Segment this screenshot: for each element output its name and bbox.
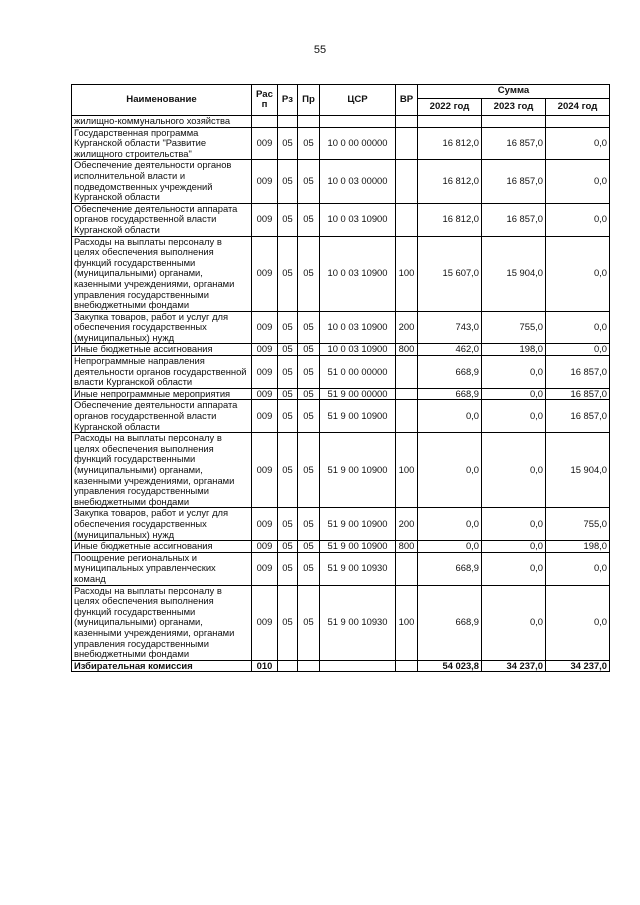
row-pr: [298, 116, 320, 128]
row-2024: 755,0: [546, 508, 610, 541]
row-rz: 05: [278, 311, 298, 344]
row-vr: 800: [396, 344, 418, 356]
row-csr: 10 0 03 10900: [320, 311, 396, 344]
row-2023: [482, 116, 546, 128]
row-vr: 100: [396, 433, 418, 508]
row-2023: 755,0: [482, 311, 546, 344]
row-2023: 16 857,0: [482, 127, 546, 160]
table-row: [72, 356, 610, 389]
row-csr: [320, 660, 396, 672]
row-rz: 05: [278, 552, 298, 585]
row-2023: 0,0: [482, 400, 546, 433]
row-2022: 0,0: [418, 400, 482, 433]
row-name: Государственная программа Курганской области "Развитие жилищного строительства": [72, 127, 252, 160]
header-vr: ВР: [396, 85, 418, 116]
row-2024: 15 904,0: [546, 433, 610, 508]
row-vr: 200: [396, 508, 418, 541]
row-rasp: 009: [252, 344, 278, 356]
row-rasp: 009: [252, 400, 278, 433]
table-row: [72, 311, 610, 344]
row-2024: [546, 116, 610, 128]
row-vr: [396, 356, 418, 389]
table-row: [72, 508, 610, 541]
row-pr: 05: [298, 388, 320, 400]
row-pr: 05: [298, 203, 320, 236]
row-2023: 0,0: [482, 552, 546, 585]
row-2024: 34 237,0: [546, 660, 610, 672]
row-rasp: 009: [252, 160, 278, 203]
row-2023: 0,0: [482, 508, 546, 541]
row-2022: [418, 116, 482, 128]
total-row: [72, 660, 610, 672]
row-2022: 16 812,0: [418, 203, 482, 236]
row-pr: 05: [298, 344, 320, 356]
row-name: Непрограммные направления деятельности органов государственной власти Курганской области: [72, 356, 252, 389]
row-2022: 743,0: [418, 311, 482, 344]
table-row: [72, 552, 610, 585]
header-2023: 2023 год: [482, 99, 546, 116]
row-pr: [298, 660, 320, 672]
row-pr: 05: [298, 236, 320, 311]
row-csr: 10 0 03 10900: [320, 344, 396, 356]
row-2023: 16 857,0: [482, 203, 546, 236]
row-csr: 51 9 00 10930: [320, 552, 396, 585]
row-2023: 34 237,0: [482, 660, 546, 672]
row-csr: 10 0 03 10900: [320, 203, 396, 236]
row-name: Расходы на выплаты персоналу в целях обеспечения выполнения функций государственными (муниципальными) органами, казенными учреждениями, органами управления государственными внебюджетными фондами: [72, 236, 252, 311]
row-csr: 51 9 00 10900: [320, 400, 396, 433]
row-name: Иные бюджетные ассигнования: [72, 344, 252, 356]
row-rz: 05: [278, 203, 298, 236]
row-name: Расходы на выплаты персоналу в целях обеспечения выполнения функций государственными (муниципальными) органами, казенными учреждениями, органами управления государственными внебюджетными фондами: [72, 585, 252, 660]
row-rz: 05: [278, 160, 298, 203]
row-2023: 15 904,0: [482, 236, 546, 311]
row-vr: 100: [396, 585, 418, 660]
row-2022: 16 812,0: [418, 160, 482, 203]
row-2022: 16 812,0: [418, 127, 482, 160]
row-pr: 05: [298, 400, 320, 433]
row-2023: 198,0: [482, 344, 546, 356]
row-rz: 05: [278, 400, 298, 433]
row-2024: 16 857,0: [546, 356, 610, 389]
row-2022: 668,9: [418, 356, 482, 389]
row-2024: 0,0: [546, 344, 610, 356]
row-2024: 16 857,0: [546, 400, 610, 433]
row-rasp: 009: [252, 236, 278, 311]
row-rz: [278, 116, 298, 128]
row-name: Поощрение региональных и муниципальных управленческих команд: [72, 552, 252, 585]
row-2024: 0,0: [546, 160, 610, 203]
row-pr: 05: [298, 541, 320, 553]
row-name: Иные бюджетные ассигнования: [72, 541, 252, 553]
row-rasp: 009: [252, 541, 278, 553]
table-row: [72, 160, 610, 203]
row-name: Обеспечение деятельности органов исполнительной власти и подведомственных учреждений Курганской области: [72, 160, 252, 203]
row-vr: 200: [396, 311, 418, 344]
row-pr: 05: [298, 433, 320, 508]
row-name: Закупка товаров, работ и услуг для обеспечения государственных (муниципальных) нужд: [72, 508, 252, 541]
row-vr: [396, 660, 418, 672]
row-rz: 05: [278, 585, 298, 660]
row-rz: 05: [278, 541, 298, 553]
header-sum: Сумма: [418, 85, 610, 99]
budget-table: [71, 84, 610, 672]
row-vr: [396, 116, 418, 128]
row-rasp: 009: [252, 127, 278, 160]
row-2022: 15 607,0: [418, 236, 482, 311]
row-rasp: 009: [252, 203, 278, 236]
row-2024: 0,0: [546, 127, 610, 160]
table-row: [72, 585, 610, 660]
header-name: Наименование: [72, 85, 252, 116]
row-rasp: 010: [252, 660, 278, 672]
row-rasp: 009: [252, 433, 278, 508]
row-pr: 05: [298, 311, 320, 344]
row-2024: 0,0: [546, 311, 610, 344]
row-2022: 668,9: [418, 552, 482, 585]
row-2022: 462,0: [418, 344, 482, 356]
row-csr: 51 9 00 10930: [320, 585, 396, 660]
row-2022: 0,0: [418, 508, 482, 541]
row-rz: 05: [278, 127, 298, 160]
row-pr: 05: [298, 508, 320, 541]
row-2024: 0,0: [546, 203, 610, 236]
row-vr: [396, 400, 418, 433]
row-name: жилищно-коммунального хозяйства: [72, 116, 252, 128]
row-rz: 05: [278, 433, 298, 508]
table-row: [72, 433, 610, 508]
header-row: [72, 85, 610, 99]
row-pr: 05: [298, 160, 320, 203]
row-vr: 800: [396, 541, 418, 553]
table-row: [72, 127, 610, 160]
row-csr: 10 0 00 00000: [320, 127, 396, 160]
row-pr: 05: [298, 127, 320, 160]
row-pr: 05: [298, 585, 320, 660]
table-row: [72, 388, 610, 400]
row-2023: 0,0: [482, 585, 546, 660]
header-pr: Пр: [298, 85, 320, 116]
header-2024: 2024 год: [546, 99, 610, 116]
row-2022: 668,9: [418, 388, 482, 400]
row-2023: 0,0: [482, 388, 546, 400]
row-csr: 51 9 00 00000: [320, 388, 396, 400]
table-row: [72, 541, 610, 553]
row-rasp: 009: [252, 356, 278, 389]
row-name: Обеспечение деятельности аппарата органов государственной власти Курганской области: [72, 400, 252, 433]
row-rz: 05: [278, 236, 298, 311]
header-csr: ЦСР: [320, 85, 396, 116]
row-rz: 05: [278, 508, 298, 541]
row-rz: 05: [278, 356, 298, 389]
header-rz: Рз: [278, 85, 298, 116]
row-2022: 54 023,8: [418, 660, 482, 672]
page-number: 55: [313, 44, 327, 56]
row-vr: [396, 203, 418, 236]
row-vr: [396, 160, 418, 203]
row-pr: 05: [298, 552, 320, 585]
row-vr: [396, 552, 418, 585]
row-csr: 51 9 00 10900: [320, 508, 396, 541]
row-2023: 0,0: [482, 356, 546, 389]
row-2024: 198,0: [546, 541, 610, 553]
row-rasp: 009: [252, 508, 278, 541]
row-2023: 0,0: [482, 433, 546, 508]
row-rasp: [252, 116, 278, 128]
row-rasp: 009: [252, 311, 278, 344]
row-rasp: 009: [252, 552, 278, 585]
table-row: [72, 400, 610, 433]
row-name: Закупка товаров, работ и услуг для обеспечения государственных (муниципальных) нужд: [72, 311, 252, 344]
row-rz: [278, 660, 298, 672]
row-rasp: 009: [252, 388, 278, 400]
table-row: [72, 344, 610, 356]
row-2023: 0,0: [482, 541, 546, 553]
header-2022: 2022 год: [418, 99, 482, 116]
row-csr: 51 0 00 00000: [320, 356, 396, 389]
table-row: [72, 203, 610, 236]
row-rz: 05: [278, 388, 298, 400]
row-pr: 05: [298, 356, 320, 389]
row-name: Расходы на выплаты персоналу в целях обеспечения выполнения функций государственными (муниципальными) органами, казенными учреждениями, органами управления государственными внебюджетными фондами: [72, 433, 252, 508]
row-rz: 05: [278, 344, 298, 356]
row-rasp: 009: [252, 585, 278, 660]
row-2024: 16 857,0: [546, 388, 610, 400]
header-rasp: Рас п: [252, 85, 278, 116]
row-2023: 16 857,0: [482, 160, 546, 203]
row-2022: 668,9: [418, 585, 482, 660]
row-2022: 0,0: [418, 541, 482, 553]
row-vr: 100: [396, 236, 418, 311]
row-csr: 51 9 00 10900: [320, 541, 396, 553]
table-row: [72, 236, 610, 311]
row-csr: 10 0 03 00000: [320, 160, 396, 203]
row-name: Иные непрограммные мероприятия: [72, 388, 252, 400]
row-csr: [320, 116, 396, 128]
row-name: Обеспечение деятельности аппарата органов государственной власти Курганской области: [72, 203, 252, 236]
row-name: Избирательная комиссия: [72, 660, 252, 672]
row-2024: 0,0: [546, 236, 610, 311]
row-vr: [396, 388, 418, 400]
row-2024: 0,0: [546, 585, 610, 660]
row-csr: 10 0 03 10900: [320, 236, 396, 311]
row-vr: [396, 127, 418, 160]
row-csr: 51 9 00 10900: [320, 433, 396, 508]
table-row: [72, 116, 610, 128]
row-2022: 0,0: [418, 433, 482, 508]
row-2024: 0,0: [546, 552, 610, 585]
